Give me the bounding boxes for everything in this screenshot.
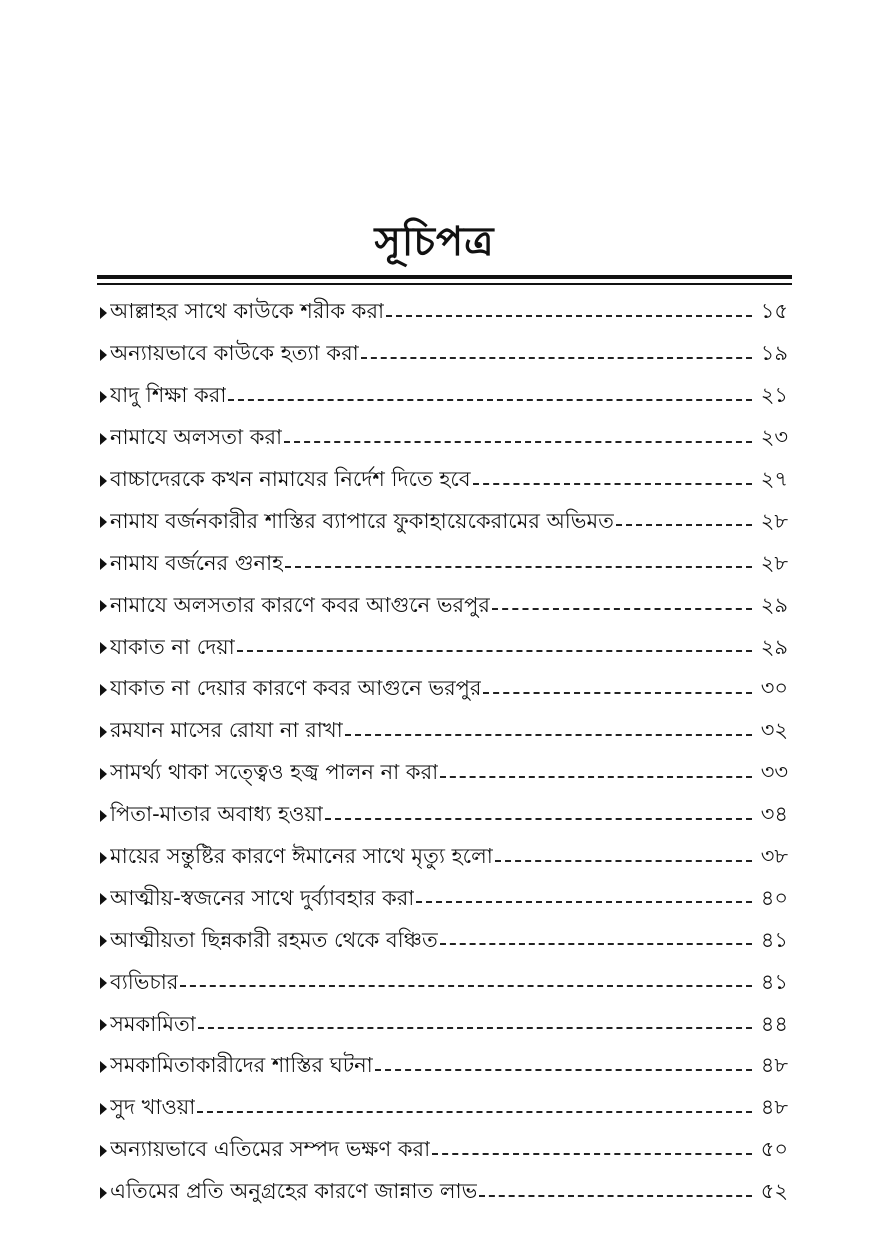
dot-leader xyxy=(386,315,752,317)
dot-leader xyxy=(440,776,752,778)
toc-entry-label: যাকাত না দেয়া xyxy=(110,634,235,659)
dot-leader xyxy=(483,692,752,694)
toc-entry-label: এতিমের প্রতি অনুগ্রহের কারণে জান্নাত লাভ xyxy=(110,1179,478,1204)
dot-leader xyxy=(440,943,752,945)
toc-entry-label: নামায বর্জনকারীর শাস্তির ব্যাপারে ফুকাহায়েকেরামের অভিমত xyxy=(110,508,614,533)
title-rule-thick xyxy=(97,275,792,279)
triangle-bullet-icon xyxy=(100,1061,107,1073)
triangle-bullet-icon xyxy=(100,433,107,445)
triangle-bullet-icon xyxy=(100,1019,107,1031)
triangle-bullet-icon xyxy=(100,349,107,361)
dot-leader xyxy=(473,483,752,485)
toc-entry xyxy=(100,501,788,543)
triangle-bullet-icon xyxy=(100,558,107,570)
triangle-bullet-icon xyxy=(100,768,107,780)
dot-leader xyxy=(495,860,752,862)
triangle-bullet-icon xyxy=(100,852,107,864)
triangle-bullet-icon xyxy=(100,600,107,612)
toc-entry-label: সুদ খাওয়া xyxy=(110,1095,196,1120)
toc-entry-label: সমকামিতাকারীদের শাস্তির ঘটনা xyxy=(110,1053,373,1078)
toc-entry xyxy=(100,418,788,460)
triangle-bullet-icon xyxy=(100,977,107,989)
page-title: সূচিপত্র xyxy=(374,219,495,265)
dot-leader xyxy=(198,1027,752,1029)
triangle-bullet-icon xyxy=(100,1187,107,1199)
toc-entry-label: নামাযে অলসতার কারণে কবর আগুনে ভরপুর xyxy=(110,592,490,617)
toc-entry xyxy=(100,334,788,376)
triangle-bullet-icon xyxy=(100,307,107,319)
toc-entry-page-number: ১৫ xyxy=(760,299,788,324)
toc-entry xyxy=(100,837,788,879)
toc-entry-page-number: ২৩ xyxy=(760,425,788,450)
toc-entry-label: যাদু শিক্ষা করা xyxy=(110,383,227,408)
dot-leader xyxy=(492,608,752,610)
dot-leader xyxy=(345,734,752,736)
toc-entry xyxy=(100,460,788,502)
toc-entry-page-number: ৫০ xyxy=(760,1137,788,1162)
toc-entry xyxy=(100,1172,788,1214)
toc-entry-page-number: ১৯ xyxy=(760,341,788,366)
toc-entry-page-number: ৪৪ xyxy=(760,1011,788,1036)
toc-entry-label: বাচ্চাদেরকে কখন নামাযের নির্দেশ দিতে হবে xyxy=(110,467,471,491)
dot-leader xyxy=(616,524,752,526)
toc-entry-page-number: ৪১ xyxy=(760,969,788,994)
toc-entry-page-number: ২৮ xyxy=(760,508,788,533)
toc-entry xyxy=(100,1130,788,1172)
toc-entry-page-number: ৩০ xyxy=(760,676,788,701)
toc-entry-page-number: ৩৩ xyxy=(760,760,788,785)
triangle-bullet-icon xyxy=(100,642,107,654)
toc-entry-page-number: ৪০ xyxy=(760,885,788,910)
toc-entry xyxy=(100,920,788,962)
triangle-bullet-icon xyxy=(100,684,107,696)
toc-entry-page-number: ২৭ xyxy=(760,467,788,491)
toc-entry xyxy=(100,753,788,795)
toc-entry-label: যাকাত না দেয়ার কারণে কবর আগুনে ভরপুর xyxy=(110,676,482,701)
dot-leader xyxy=(285,566,752,568)
dot-leader xyxy=(375,1069,752,1071)
triangle-bullet-icon xyxy=(100,935,107,947)
toc-entry-label: অন্যায়ভাবে এতিমের সম্পদ ভক্ষণ করা xyxy=(110,1137,431,1162)
toc-entry xyxy=(100,1088,788,1130)
toc-entry-page-number: ৪৮ xyxy=(760,1053,788,1078)
dot-leader xyxy=(325,818,752,820)
dot-leader xyxy=(197,1111,752,1113)
toc-entry xyxy=(100,585,788,627)
toc-entry-label: সমকামিতা xyxy=(110,1011,196,1036)
dot-leader xyxy=(237,650,752,652)
toc-entry xyxy=(100,878,788,920)
toc-entry xyxy=(100,795,788,837)
dot-leader xyxy=(361,357,752,359)
toc-entry-page-number: ৪৮ xyxy=(760,1095,788,1120)
toc-entry-label: আত্মীয়তা ছিন্নকারী রহমত থেকে বঞ্চিত xyxy=(110,927,438,952)
dot-leader xyxy=(416,901,752,903)
toc-entry xyxy=(100,669,788,711)
triangle-bullet-icon xyxy=(100,893,107,905)
triangle-bullet-icon xyxy=(100,726,107,738)
toc-entry xyxy=(100,292,788,334)
toc-entry xyxy=(100,711,788,753)
toc-entry-page-number: ২৯ xyxy=(760,634,788,659)
toc-entry-page-number: ৩২ xyxy=(760,718,788,743)
triangle-bullet-icon xyxy=(100,516,107,528)
triangle-bullet-icon xyxy=(100,810,107,822)
toc-entry-label: সামর্থ্য থাকা সত্ত্বেও হজ্ব পালন না করা xyxy=(110,760,439,785)
title-rule-thin xyxy=(97,283,792,285)
toc-entry xyxy=(100,1004,788,1046)
toc-entry-label: ব্যভিচার xyxy=(110,969,179,994)
triangle-bullet-icon xyxy=(100,475,107,487)
toc-entry-page-number: ৪১ xyxy=(760,927,788,952)
toc-entry xyxy=(100,962,788,1004)
toc-entry-page-number: ২১ xyxy=(760,383,788,408)
toc-entry xyxy=(100,1046,788,1088)
dot-leader xyxy=(228,399,752,401)
toc-entry xyxy=(100,627,788,669)
toc-entry-page-number: ৩৪ xyxy=(760,802,788,827)
toc-entry-label: অন্যায়ভাবে কাউকে হত্যা করা xyxy=(110,341,359,366)
toc-entry-label: আল্লাহর সাথে কাউকে শরীক করা xyxy=(110,299,385,324)
dot-leader xyxy=(432,1153,752,1155)
triangle-bullet-icon xyxy=(100,1103,107,1115)
triangle-bullet-icon xyxy=(100,1145,107,1157)
toc-entry-page-number: ৫২ xyxy=(760,1179,788,1204)
toc-entry-page-number: ২৯ xyxy=(760,592,788,617)
toc-entry-page-number: ২৮ xyxy=(760,550,788,575)
toc-entry-label: মায়ের সন্তুষ্টির কারণে ঈমানের সাথে মৃত্যু হলো xyxy=(110,844,493,869)
toc-entry-label: নামাযে অলসতা করা xyxy=(110,425,283,450)
toc-entry-label: রমযান মাসের রোযা না রাখা xyxy=(110,718,343,743)
toc-entry-label: আত্মীয়-স্বজনের সাথে দুর্ব্যাবহার করা xyxy=(110,885,415,910)
toc-entry xyxy=(100,543,788,585)
toc-entry-label: পিতা-মাতার অবাধ্য হওয়া xyxy=(110,802,323,827)
dot-leader xyxy=(180,985,752,987)
triangle-bullet-icon xyxy=(100,391,107,403)
dot-leader xyxy=(284,441,752,443)
toc-entry xyxy=(100,376,788,418)
toc-entry-page-number: ৩৮ xyxy=(760,844,788,869)
dot-leader xyxy=(479,1195,752,1197)
table-of-contents xyxy=(100,292,788,1214)
toc-entry-label: নামায বর্জনের গুনাহ xyxy=(110,550,284,575)
